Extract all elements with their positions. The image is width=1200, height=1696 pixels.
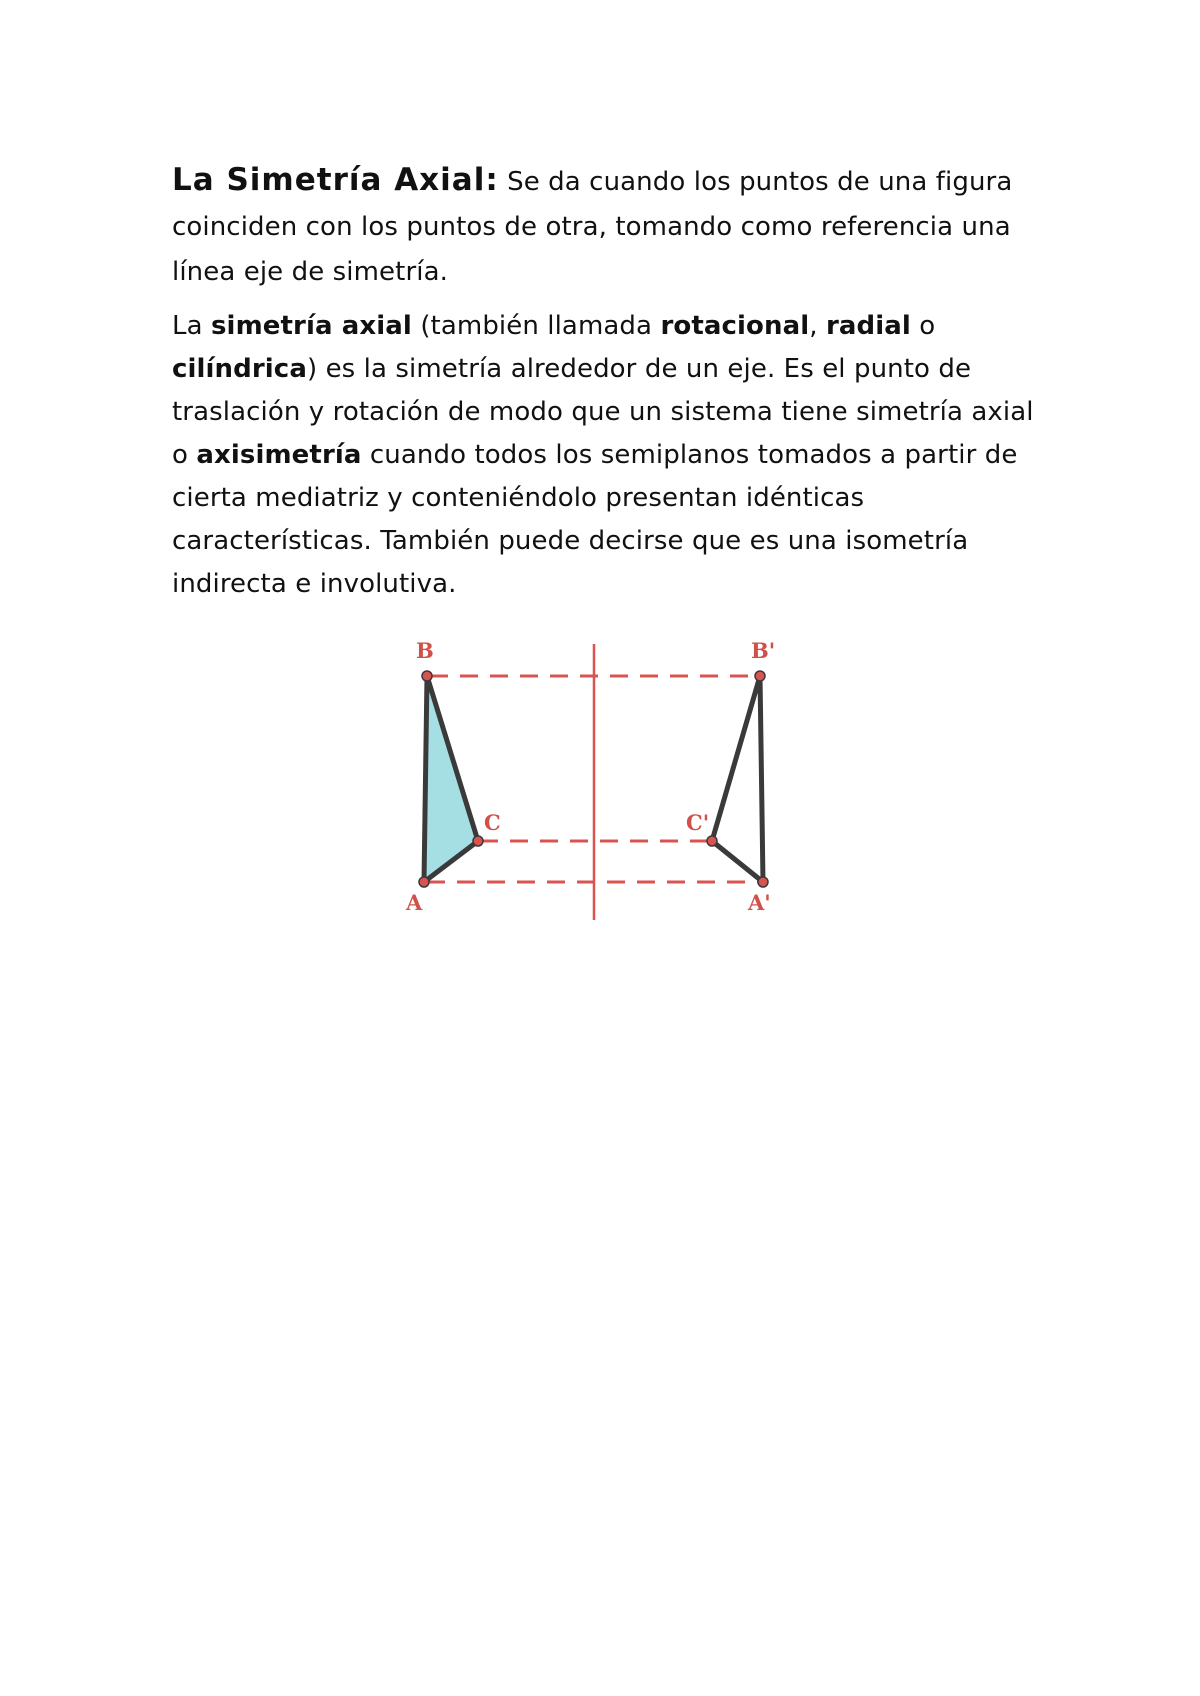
vertex-c-prime	[707, 836, 717, 846]
explanation-text: (también llamada	[411, 311, 661, 341]
text-block	[172, 158, 1052, 606]
bold-term: cilíndrica	[172, 354, 307, 384]
axial-symmetry-diagram	[390, 630, 790, 930]
definition-paragraph	[172, 158, 1052, 295]
reflected-triangle	[712, 676, 763, 882]
label-b: B	[416, 638, 434, 663]
definition-text: Se da cuando los puntos de una figura coinciden con los puntos de otra, tomando como referencia una línea eje de simetría.	[172, 167, 1013, 287]
vertex-a	[419, 877, 429, 887]
bold-term: axisimetría	[196, 440, 362, 470]
vertex-b-prime	[755, 671, 765, 681]
label-c: C	[484, 810, 501, 835]
bold-term: simetría axial	[210, 311, 412, 341]
vertex-b	[422, 671, 432, 681]
bold-term: radial	[825, 311, 911, 341]
bold-term: rotacional	[660, 311, 810, 341]
explanation-text: ,	[809, 311, 826, 341]
label-b-prime: B'	[751, 638, 776, 663]
label-c-prime: C'	[686, 810, 710, 835]
vertex-a-prime	[758, 877, 768, 887]
vertex-c	[473, 836, 483, 846]
original-triangle	[424, 676, 478, 882]
explanation-paragraph	[172, 305, 1052, 606]
explanation-text: ) es la simetría alrededor de un eje. Es el punto de traslación y rotación de modo que un sistema tiene simetría axial o	[172, 354, 1034, 470]
label-a: A	[406, 890, 423, 915]
label-a-prime: A'	[748, 890, 771, 915]
explanation-text: cuando todos los semiplanos tomados a partir de cierta mediatriz y conteniéndolo presentan idénticas características. También puede decirse que es una isometría indirecta e involutiva.	[172, 440, 1018, 599]
explanation-text: o	[910, 311, 936, 341]
section-heading: La Simetría Axial:	[172, 162, 499, 198]
explanation-text: La	[172, 311, 211, 341]
